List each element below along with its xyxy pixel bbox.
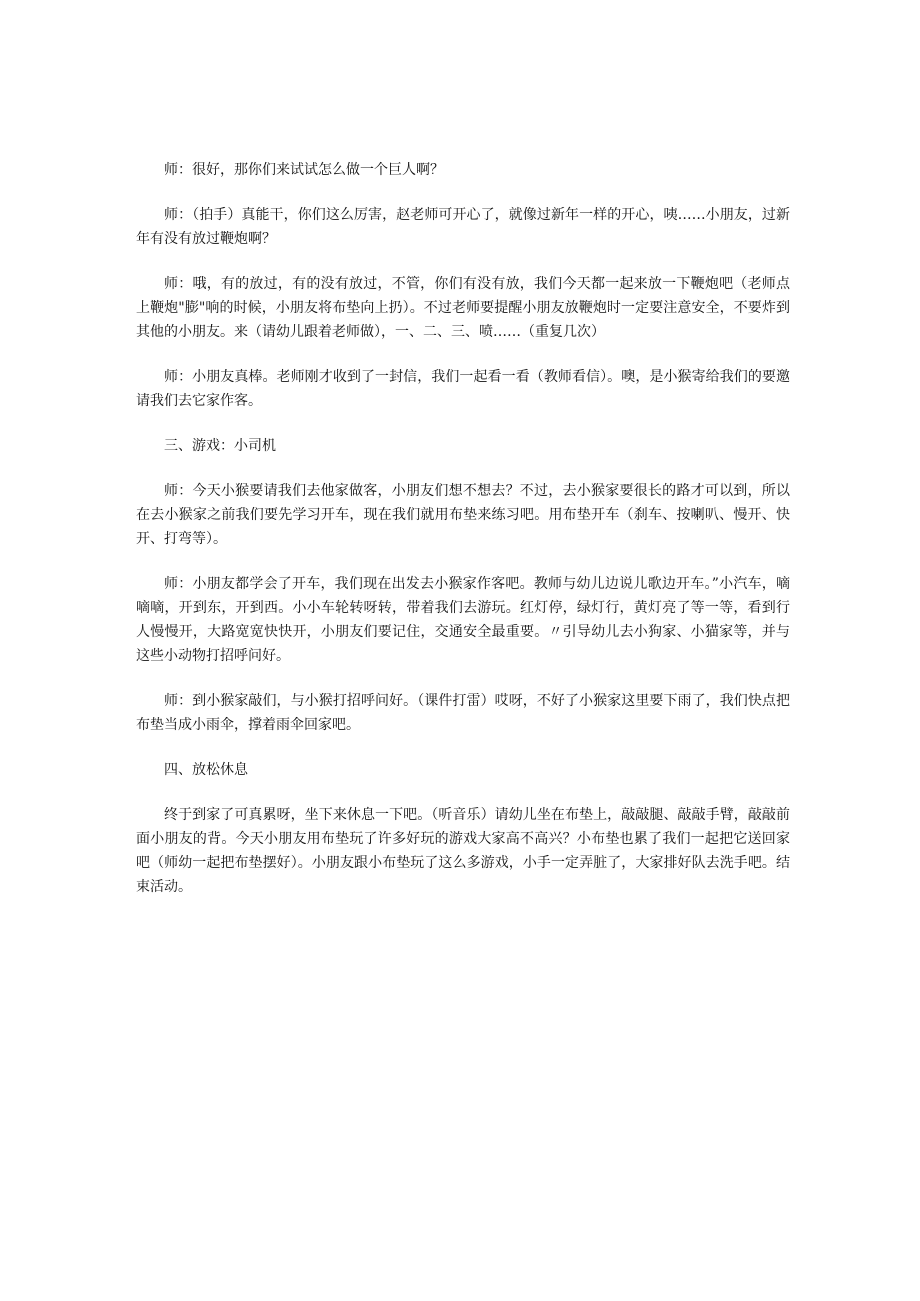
paragraph-teacher-giant: 师：很好，那你们来试试怎么做一个巨人啊？ bbox=[164, 162, 444, 178]
paragraph-teacher-clap: 师：（拍手）真能干，你们这么厉害，赵老师可开心了，就像过新年一样的开心，咦……小朋友，过新年有没有放过鞭炮啊？ bbox=[136, 207, 790, 247]
paragraph-teacher-rain: 师：到小猴家敲们，与小猴打招呼问好。（课件打雷）哎呀，不好了小猴家这里要下雨了，我们快点把布垫当成小雨伞，撑着雨伞回家吧。 bbox=[136, 693, 790, 733]
paragraph-teacher-letter: 师：小朋友真棒。老师刚才收到了一封信，我们一起看一看（教师看信）。噢，是小猴寄给我们的要邀请我们去它家作客。 bbox=[136, 369, 790, 409]
paragraph-teacher-driving: 师：今天小猴要请我们去他家做客，小朋友们想不想去？不过，去小猴家要很长的路才可以到，所以在去小猴家之前我们要先学习开车，现在我们就用布垫来练习吧。用布垫开车（刹车、按喇叭、慢开、快开、打弯等）。 bbox=[136, 483, 790, 547]
paragraph-teacher-firecracker: 师：哦，有的放过，有的没有放过，不管，你们有没有放，我们今天都一起来放一下鞭炮吧（老师点上鞭炮"膨"响的时候，小朋友将布垫向上扔）。不过老师要提醒小朋友放鞭炮时一定要注意安全，不要炸到其他的小朋友。来（请幼儿跟着老师做），一、二、三、喷……（重复几次） bbox=[136, 276, 790, 340]
section-heading-rest: 四、放松休息 bbox=[164, 762, 248, 778]
paragraph-rest-ending: 终于到家了可真累呀，坐下来休息一下吧。（听音乐）请幼儿坐在布垫上，敲敲腿、敲敲手臂，敲敲前面小朋友的背。今天小朋友用布垫玩了许多好玩的游戏大家高不高兴？小布垫也累了我们一起把它送回家吧（师幼一起把布垫摆好）。小朋友跟小布垫玩了这么多游戏，小手一定弄脏了，大家排好队去洗手吧。结束活动。 bbox=[136, 807, 790, 895]
section-heading-game: 三、游戏：小司机 bbox=[164, 438, 276, 454]
paragraph-teacher-song: 师：小朋友都学会了开车，我们现在出发去小猴家作客吧。教师与幼儿边说儿歌边开车。”小汽车，嘀嘀嘀，开到东，开到西。小小车轮转呀转，带着我们去游玩。红灯停，绿灯行，黄灯亮了等一等，看到行人慢慢开，大路宽宽快快开，小朋友们要记住，交通安全最重要。〃引导幼儿去小狗家、小猫家等，并与这些小动物打招呼问好。 bbox=[136, 576, 790, 664]
document-body bbox=[136, 158, 790, 920]
